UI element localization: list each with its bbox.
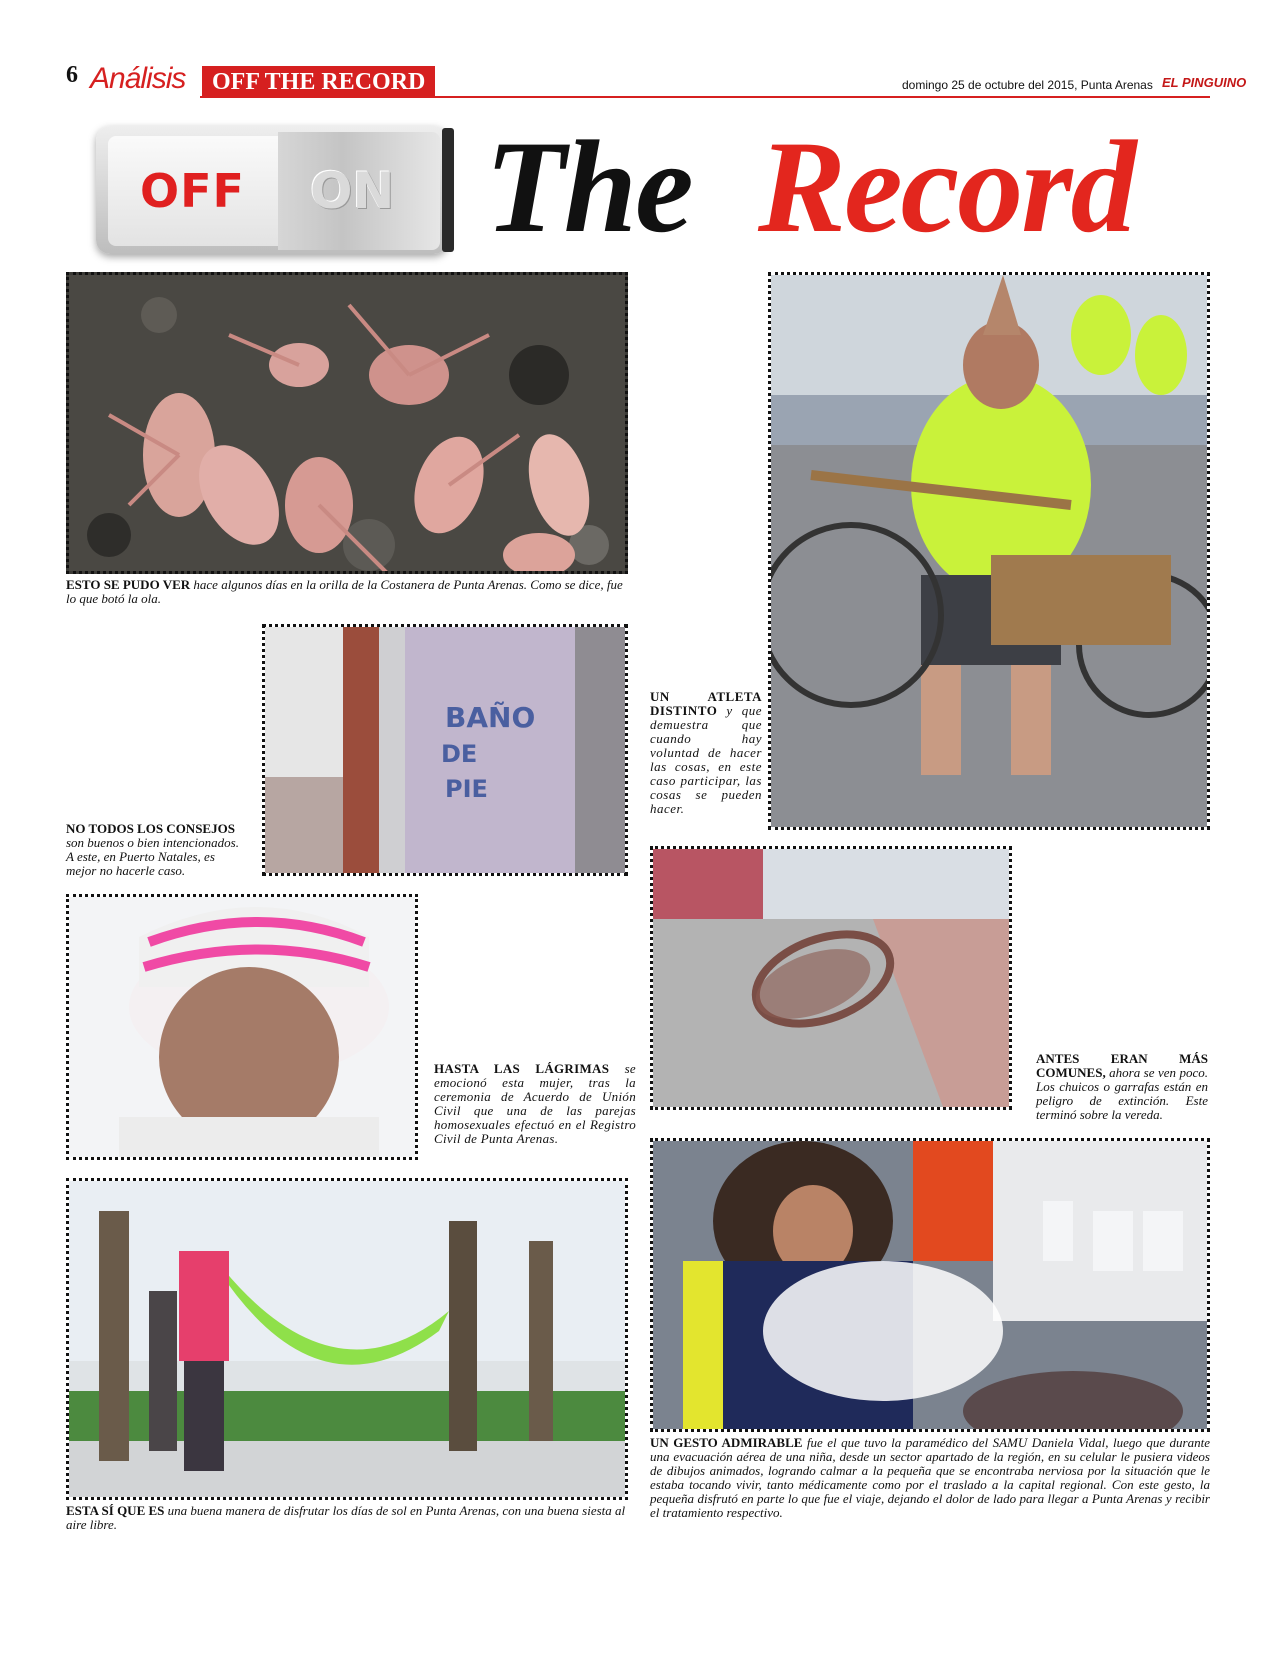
- photo-woman: [66, 894, 418, 1160]
- photo-basket: [650, 846, 1012, 1110]
- caption-medic: UN GESTO ADMIRABLE fue el que tuvo la paramédico del SAMU Daniela Vidal, luego que durante una evacuación aérea de una niña, desde un sector apartado de la región, en su celular le pusiera videos de dibujos animados, logrando calmar a la pequeña que se encontraba nerviosa por la situación que le estaba tocando vivir, tanto médicamente como por el traslado a la capital regional. Con este gesto, la pequeña disfrutó en parte lo que fue el viaje, dejando el dolor de lado para llegar a Punta Arenas y recibir el tratamiento respectivo.: [650, 1435, 1211, 1520]
- title-record: Record: [758, 113, 1135, 260]
- svg-text:PIE: PIE: [445, 775, 488, 803]
- svg-text:DE: DE: [441, 740, 478, 768]
- header-rule: [200, 96, 1210, 98]
- runner-illustration: [771, 275, 1207, 827]
- section-name: Análisis: [90, 62, 186, 95]
- crabs-illustration: [69, 275, 625, 571]
- caption-graffiti: NO TODOS LOS CONSEJOS son buenos o bien intencionados. A este, en Puerto Natales, es mejor no hacerle caso.: [66, 821, 239, 878]
- newspaper-logo: EL PINGUINO: [1162, 75, 1247, 90]
- section-tag: OFF THE RECORD: [202, 66, 435, 97]
- caption-hammock: ESTA SÍ QUE ES una buena manera de disfrutar los días de sol en Punta Arenas, con una buena siesta al aire libre.: [66, 1503, 626, 1532]
- page-number: 6: [66, 62, 78, 88]
- photo-runner: [768, 272, 1210, 830]
- caption-woman: HASTA LAS LÁGRIMAS se emocionó esta mujer, tras la ceremonia de Acuerdo de Unión Civil que una de las parejas homosexuales efectuó en el Registro Civil de Punta Arenas.: [434, 1061, 636, 1146]
- date-place: domingo 25 de octubre del 2015, Punta Arenas: [902, 78, 1153, 92]
- hammock-illustration: [69, 1181, 625, 1497]
- photo-crabs: [66, 272, 628, 574]
- photo-medic: [650, 1138, 1210, 1432]
- photo-hammock: [66, 1178, 628, 1500]
- graffiti-illustration: [265, 627, 625, 873]
- caption-runner: UN ATLETA DISTINTO y que demuestra que cuando hay voluntad de hacer las cosas, en este caso participar, las cosas se pueden hacer.: [650, 689, 762, 816]
- switch-edge: [442, 128, 454, 252]
- switch-on-label: ON: [310, 162, 395, 220]
- switch-off-label: OFF: [140, 164, 245, 218]
- photo-graffiti: [262, 624, 628, 876]
- caption-basket: ANTES ERAN MÁS COMUNES, ahora se ven poco. Los chuicos o garrafas están en peligro de extinción. Este terminó sobre la vereda.: [1036, 1051, 1208, 1122]
- woman-illustration: [69, 897, 415, 1157]
- svg-text:BAÑO: BAÑO: [445, 701, 536, 734]
- title-the: The: [485, 113, 692, 260]
- caption-crabs: ESTO SE PUDO VER hace algunos días en la orilla de la Costanera de Punta Arenas. Como se dice, fue lo que botó la ola.: [66, 577, 623, 606]
- basket-illustration: [653, 849, 1009, 1107]
- medic-illustration: [653, 1141, 1207, 1429]
